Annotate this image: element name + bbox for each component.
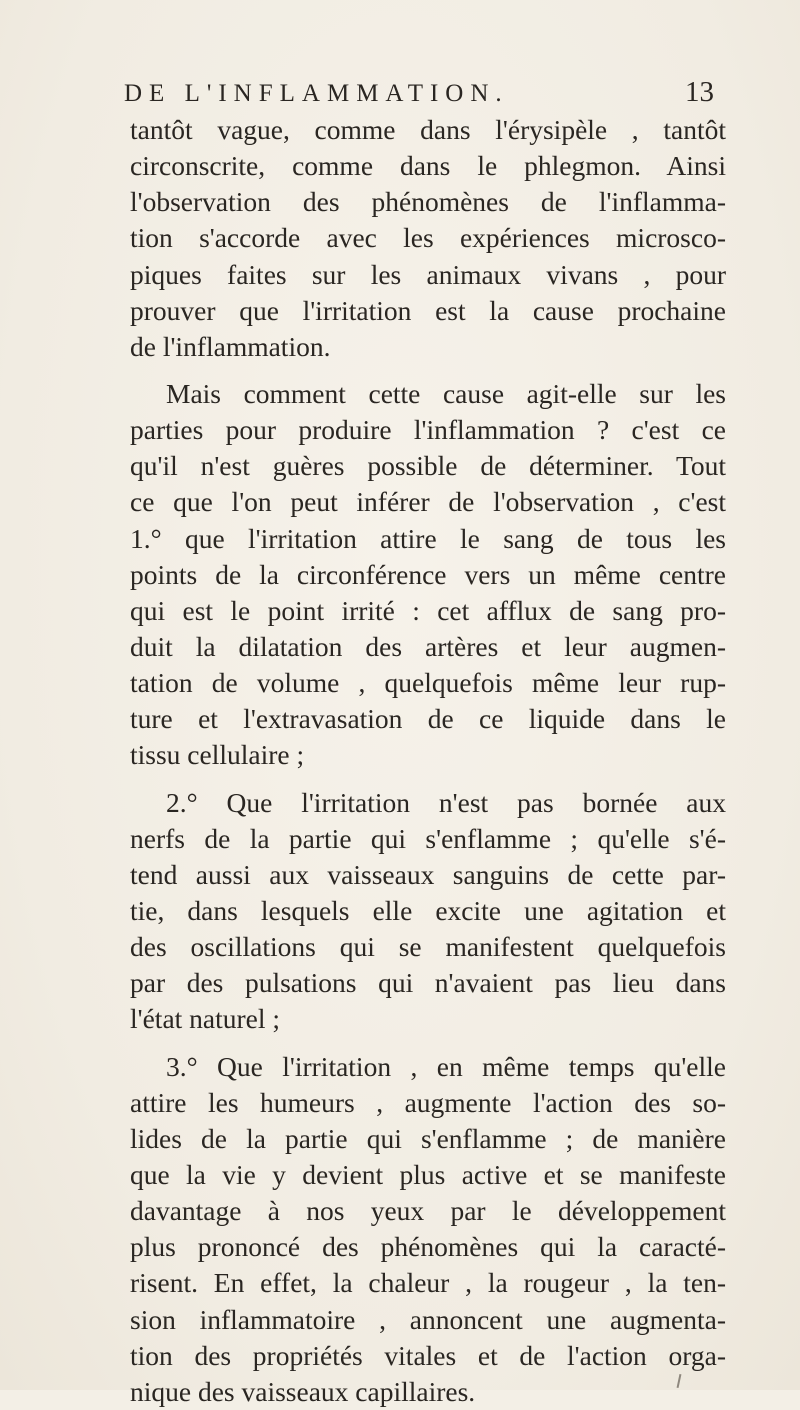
text-line: prouver que l'irritation est la cause prochaine xyxy=(130,294,726,326)
text-line: tissu cellulaire ; xyxy=(130,739,305,771)
text-line: tion des propriétés vitales et de l'action orga- xyxy=(130,1339,726,1371)
text-line: points de la circonférence vers un même centre xyxy=(130,558,726,590)
text-line: sion inflammatoire , annoncent une augmenta- xyxy=(130,1303,726,1335)
body-text xyxy=(130,112,726,1410)
text-line: nique des vaisseaux capillaires. xyxy=(130,1375,476,1407)
text-line: des oscillations qui se manifestent quelquefois xyxy=(130,931,726,963)
text-line: plus prononcé des phénomènes qui la caracté- xyxy=(130,1231,726,1263)
text-line: Mais comment cette cause agit-elle sur les xyxy=(166,377,726,409)
text-line: davantage à nos yeux par le développement xyxy=(130,1195,726,1227)
text-line: qui est le point irrité : cet afflux de sang pro- xyxy=(130,594,726,626)
paragraph-1 xyxy=(130,112,726,365)
text-line: tantôt vague, comme dans l'érysipèle , tantôt xyxy=(130,114,726,145)
paragraph-spacer xyxy=(130,365,726,376)
page-header xyxy=(124,76,714,116)
paragraph-2 xyxy=(130,376,726,774)
text-line: que la vie y devient plus active et se manifeste xyxy=(130,1158,726,1190)
text-line: lides de la partie qui s'enflamme ; de manière xyxy=(130,1122,726,1154)
paragraph-spacer xyxy=(130,774,726,785)
text-line: duit la dilatation des artères et leur augmen- xyxy=(130,630,726,662)
paragraph-spacer xyxy=(130,1038,726,1049)
text-line: nerfs de la partie qui s'enflamme ; qu'elle s'é- xyxy=(130,822,726,854)
text-line: tion s'accorde avec les expériences microsco- xyxy=(130,222,726,254)
text-line: tend aussi aux vaisseaux sanguins de cette par- xyxy=(130,858,726,890)
text-line: tation de volume , quelquefois même leur rup- xyxy=(130,667,726,699)
page-number: 13 xyxy=(685,76,714,108)
text-line: risent. En effet, la chaleur , la rougeur , la ten- xyxy=(130,1267,726,1299)
text-line: piques faites sur les animaux vivans , pour xyxy=(130,258,726,290)
text-line: parties pour produire l'inflammation ? c'est ce xyxy=(130,414,726,446)
text-line: 2.° Que l'irritation n'est pas bornée aux xyxy=(166,786,726,818)
text-line: qu'il n'est guères possible de déterminer. Tout xyxy=(130,450,726,482)
paragraph-4 xyxy=(130,1049,726,1410)
paragraph-3 xyxy=(130,785,726,1038)
text-line: par des pulsations qui n'avaient pas lieu dans xyxy=(130,967,726,999)
running-head: DE L'INFLAMMATION. xyxy=(124,80,509,107)
text-line: tie, dans lesquels elle excite une agitation et xyxy=(130,894,726,926)
text-line: circonscrite, comme dans le phlegmon. Ainsi xyxy=(130,150,726,182)
text-line: ture et l'extravasation de ce liquide dans le xyxy=(130,703,726,735)
text-line: attire les humeurs , augmente l'action des so- xyxy=(130,1086,726,1118)
text-line: l'état naturel ; xyxy=(130,1003,281,1035)
text-line: de l'inflammation. xyxy=(130,330,331,362)
text-line: 3.° Que l'irritation , en même temps qu'elle xyxy=(166,1050,726,1082)
text-line: 1.° que l'irritation attire le sang de tous les xyxy=(130,522,726,554)
text-line: ce que l'on peut inférer de l'observation , c'est xyxy=(130,486,726,518)
text-line: l'observation des phénomènes de l'inflamma- xyxy=(130,186,726,218)
